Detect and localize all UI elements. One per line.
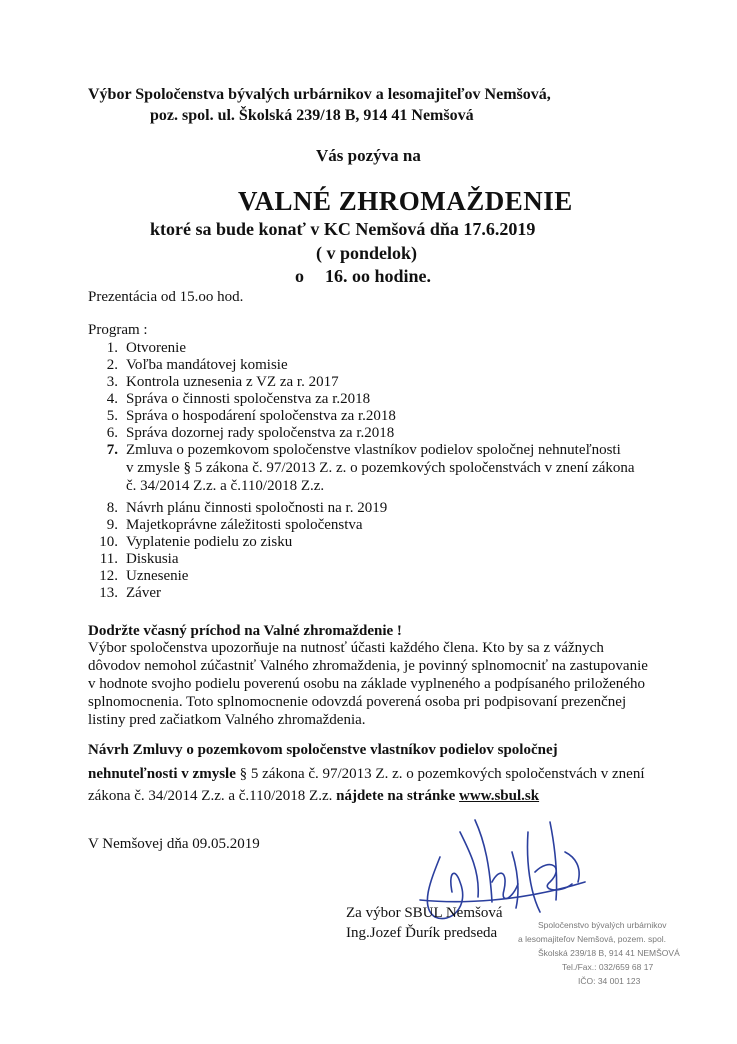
meeting-place-date: ktoré sa bude konať v KC Nemšová dňa 17.6.2019 — [150, 219, 536, 239]
notice-line: v hodnote svojho podielu poverenú osobu na základe vyplneného a podpísaného priloženého — [88, 676, 645, 692]
list-item-text: Záver — [126, 585, 161, 601]
draft-contract-bold: nehnuteľnosti v zmysle — [88, 766, 236, 782]
website-link[interactable]: www.sbul.sk — [459, 788, 540, 804]
presentation-time: Prezentácia od 15.oo hod. — [88, 289, 244, 305]
draft-contract-find: nájdete na stránke — [336, 788, 460, 804]
stamp-line: Tel./Fax.: 032/659 68 17 — [562, 962, 654, 972]
notice-line: Výbor spoločenstva upozorňuje na nutnosť účasti každého člena. Kto by sa z vážnych — [88, 640, 604, 656]
notice-line: splnomocnenia. Toto splnomocnenie odovzdá poverená osoba pri podpisovaní prezenčnej — [88, 694, 627, 710]
program-list — [88, 340, 708, 610]
draft-contract-law: zákona č. 34/2014 Z.z. a č.110/2018 Z.z. — [88, 788, 337, 804]
draft-contract-line2 — [88, 766, 645, 783]
stamp-line: IČO: 34 001 123 — [578, 976, 641, 986]
list-item-number: 8. — [106, 500, 118, 516]
list-item-number: 10. — [99, 534, 118, 550]
program-label: Program : — [88, 322, 148, 338]
list-item-text: Kontrola uznesenia z VZ za r. 2017 — [126, 374, 339, 390]
list-item-number: 12. — [99, 568, 118, 584]
draft-contract-line1: Návrh Zmluvy o pozemkovom spoločenstve vlastníkov podielov spoločnej — [88, 742, 558, 758]
list-item-number: 3. — [106, 374, 118, 390]
list-item-text: Majetkoprávne záležitosti spoločenstva — [126, 517, 363, 533]
signatory-name: Ing.Jozef Ďurík predseda — [346, 925, 498, 941]
list-item-number: 2. — [106, 357, 118, 373]
list-item-number: 13. — [99, 585, 118, 601]
list-item-text: Správa dozornej rady spoločenstva za r.2018 — [126, 425, 395, 441]
draft-contract-line3 — [88, 788, 539, 805]
list-item-text: Správa o činnosti spoločenstva za r.2018 — [126, 391, 371, 407]
notice-line: dôvodov nemohol zúčastniť Valného zhromaždenia, je povinný splnomocniť na zastupovanie — [88, 658, 648, 674]
list-item-text: Vyplatenie podielu zo zisku — [126, 534, 293, 550]
meeting-weekday: ( v pondelok) — [316, 243, 418, 263]
document-title: VALNÉ ZHROMAŽDENIE — [238, 186, 573, 216]
list-item-number: 6. — [106, 425, 118, 441]
stamp-line: a lesomajiteľov Nemšová, pozem. spol. — [518, 934, 666, 944]
list-item-number: 11. — [99, 551, 118, 567]
list-item-text: Správa o hospodárení spoločenstva za r.2018 — [126, 408, 396, 424]
list-item-number: 4. — [106, 391, 118, 407]
meeting-time-prefix: o — [295, 266, 304, 286]
list-item-text: Diskusia — [126, 551, 179, 567]
list-item-text: Otvorenie — [126, 340, 186, 356]
invitation-line: Vás pozýva na — [316, 146, 421, 165]
date-place: V Nemšovej dňa 09.05.2019 — [88, 836, 260, 852]
list-item-text: v zmysle § 5 zákona č. 97/2013 Z. z. o pozemkových spoločenstvách v znení zákona — [126, 460, 635, 476]
notice-heading: Dodržte včasný príchod na Valné zhromaždenie ! — [88, 623, 402, 639]
organization-address: poz. spol. ul. Školská 239/18 B, 914 41 Nemšová — [150, 107, 474, 124]
list-item-number: 7. — [106, 442, 118, 458]
list-item-text: Voľba mandátovej komisie — [126, 357, 288, 373]
list-item-number: 5. — [106, 408, 118, 424]
list-item-number: 9. — [106, 517, 118, 533]
draft-contract-rest: § 5 zákona č. 97/2013 Z. z. o pozemkových spoločenstvách v znení — [235, 766, 645, 782]
list-item-text: Uznesenie — [126, 568, 189, 584]
stamp-line: Školská 239/18 B, 914 41 NEMŠOVÁ — [538, 948, 680, 958]
notice-line: listiny pred začiatkom Valného zhromaždenia. — [88, 712, 366, 728]
list-item-text: Návrh plánu činnosti spoločnosti na r. 2019 — [126, 500, 388, 516]
meeting-time: 16. oo hodine. — [325, 266, 432, 286]
list-item-text: Zmluva o pozemkovom spoločenstve vlastníkov podielov spoločnej nehnuteľnosti — [126, 442, 621, 458]
stamp-line: Spoločenstvo bývalých urbárnikov — [538, 920, 667, 930]
list-item-text: č. 34/2014 Z.z. a č.110/2018 Z.z. — [126, 478, 325, 494]
list-item-number: 1. — [106, 340, 118, 356]
organization-stamp — [500, 920, 700, 1000]
signature-line: Za výbor SBUL Nemšová — [346, 905, 503, 921]
organization-name: Výbor Spoločenstva bývalých urbárnikov a lesomajiteľov Nemšová, — [88, 86, 551, 103]
